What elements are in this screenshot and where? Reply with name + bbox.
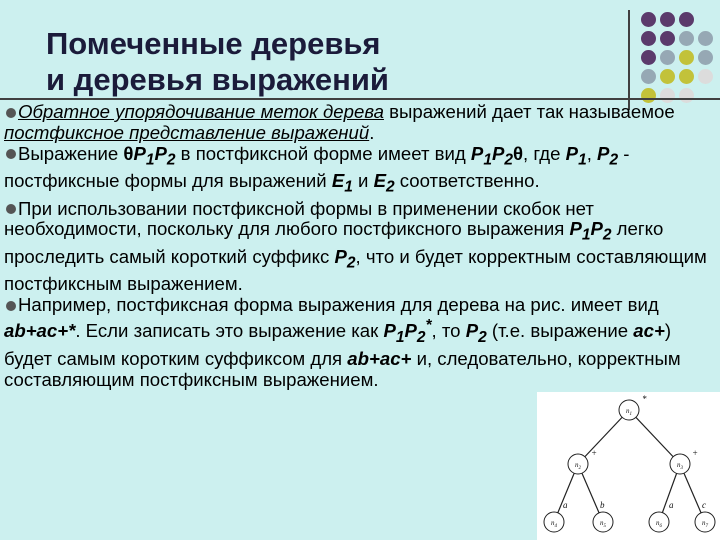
decor-dot — [641, 31, 656, 46]
var-sub: 2 — [602, 227, 612, 245]
decor-dot — [679, 88, 694, 103]
leaf-label-c: c — [702, 500, 706, 510]
decor-dot — [641, 69, 656, 84]
decor-dot — [698, 31, 713, 46]
decor-dot — [660, 50, 675, 65]
text: и, следовательно, корректным составляющим постфиксным выражением. — [4, 347, 681, 390]
text: , — [586, 142, 598, 164]
paragraph-3 — [4, 199, 720, 296]
var-p: P — [470, 142, 484, 164]
var-sub: 2 — [609, 151, 619, 169]
expression-tree-figure — [537, 392, 720, 540]
expression: ab+ac+* — [4, 320, 76, 342]
paragraph-2 — [4, 144, 720, 199]
text: в постфиксной форме имеет вид — [175, 142, 471, 164]
node-label: $n_3$ — [677, 461, 683, 471]
bullet-icon — [6, 204, 16, 214]
var-p: P — [383, 320, 396, 342]
var-sub: 1 — [483, 151, 492, 169]
paragraph-4 — [4, 295, 720, 390]
decor-dot — [698, 50, 713, 65]
var-p: P — [590, 218, 603, 240]
var-sub: 1 — [145, 151, 155, 169]
var-p: P — [334, 245, 347, 267]
text: ) будет самым коротким суффиксом для — [4, 320, 672, 369]
text: Выражение — [18, 142, 124, 164]
bullet-icon — [6, 301, 16, 311]
var-sub: 1 — [578, 151, 587, 169]
var-p: P — [404, 320, 417, 342]
decor-dot — [660, 31, 675, 46]
term-reverse-order: Обратное упорядочивание меток дерева — [18, 101, 384, 122]
title-line-1: Помеченные деревья — [46, 26, 381, 61]
decor-dot — [641, 12, 656, 27]
bullet-icon — [6, 108, 16, 118]
op-label-plus: + — [591, 448, 598, 458]
text: Например, постфиксная форма выражения для дерева на рис. имеет вид — [18, 294, 659, 316]
expression-tree-diagram — [537, 392, 720, 540]
text: легко проследить самый короткий суффикс — [4, 218, 664, 267]
var-p: P — [569, 218, 582, 240]
decor-dot — [641, 50, 656, 65]
text: При использовании постфиксной формы в применении скобок нет необходимости, поскольку для любого постфиксного выражения — [4, 197, 594, 240]
term-postfix-representation: постфиксное представление выражений — [4, 121, 370, 143]
theta-symbol: θ — [512, 142, 524, 164]
horizontal-rule — [0, 98, 720, 100]
decor-dot — [679, 12, 694, 27]
var-e: E — [331, 170, 345, 192]
paragraph-1 — [4, 102, 720, 144]
var-sub: 2 — [385, 178, 395, 196]
var-sub: 1 — [344, 178, 353, 196]
text: и — [352, 170, 374, 192]
leaf-label-a: a — [563, 500, 568, 510]
var-sub: 2 — [166, 151, 176, 169]
text: . Если записать это выражение как — [75, 320, 384, 342]
node-label: $n_2$ — [575, 461, 581, 471]
var-p: P — [154, 142, 167, 164]
title-line-2: и деревья выражений — [46, 62, 389, 97]
decor-dot — [660, 69, 675, 84]
var-p: P — [465, 320, 479, 342]
expression: ac+ — [633, 320, 665, 342]
decor-dot — [660, 12, 675, 27]
decor-dot — [698, 69, 713, 84]
text: (т.е. выражение — [486, 320, 634, 342]
node-label: $n_6$ — [656, 519, 662, 529]
leaf-label-a: a — [669, 500, 674, 510]
text: , что и будет корректным составляющим постфиксным выражением. — [4, 245, 707, 295]
slide-body — [4, 102, 720, 390]
node-label: $n_4$ — [551, 519, 557, 529]
var-sub: 2 — [504, 151, 513, 169]
leaf-label-b: b — [600, 500, 605, 510]
tree-edge — [578, 410, 629, 464]
var-p: P — [491, 142, 505, 164]
text: выражений дает так называемое — [383, 101, 675, 122]
var-p: P — [597, 142, 610, 164]
theta-symbol: θ — [123, 142, 134, 164]
bullet-icon — [6, 149, 16, 159]
star-symbol: * — [425, 317, 432, 335]
var-e: E — [373, 170, 386, 192]
decor-dot — [679, 50, 694, 65]
op-label-mult: * — [642, 394, 647, 404]
text: , то — [431, 320, 466, 342]
vertical-rule — [628, 10, 630, 110]
var-sub: 2 — [416, 328, 426, 346]
var-sub: 1 — [395, 328, 405, 346]
decor-dot — [679, 69, 694, 84]
text: . — [369, 121, 375, 143]
text: - постфиксные формы для выражений — [4, 142, 630, 192]
node-label: $n_1$ — [626, 407, 632, 417]
decor-dot — [679, 31, 694, 46]
expression: ab+ac+ — [347, 347, 412, 369]
var-sub: 2 — [346, 254, 356, 272]
slide-title — [46, 26, 389, 98]
text: соответственно. — [394, 170, 540, 192]
node-label: $n_5$ — [600, 519, 606, 529]
node-label: $n_7$ — [702, 519, 708, 529]
var-sub: 1 — [581, 227, 591, 245]
tree-edge — [629, 410, 680, 464]
op-label-plus: + — [692, 448, 699, 458]
text: , где — [523, 142, 566, 164]
var-sub: 2 — [478, 328, 487, 346]
var-p: P — [565, 142, 579, 164]
var-p: P — [133, 142, 146, 164]
